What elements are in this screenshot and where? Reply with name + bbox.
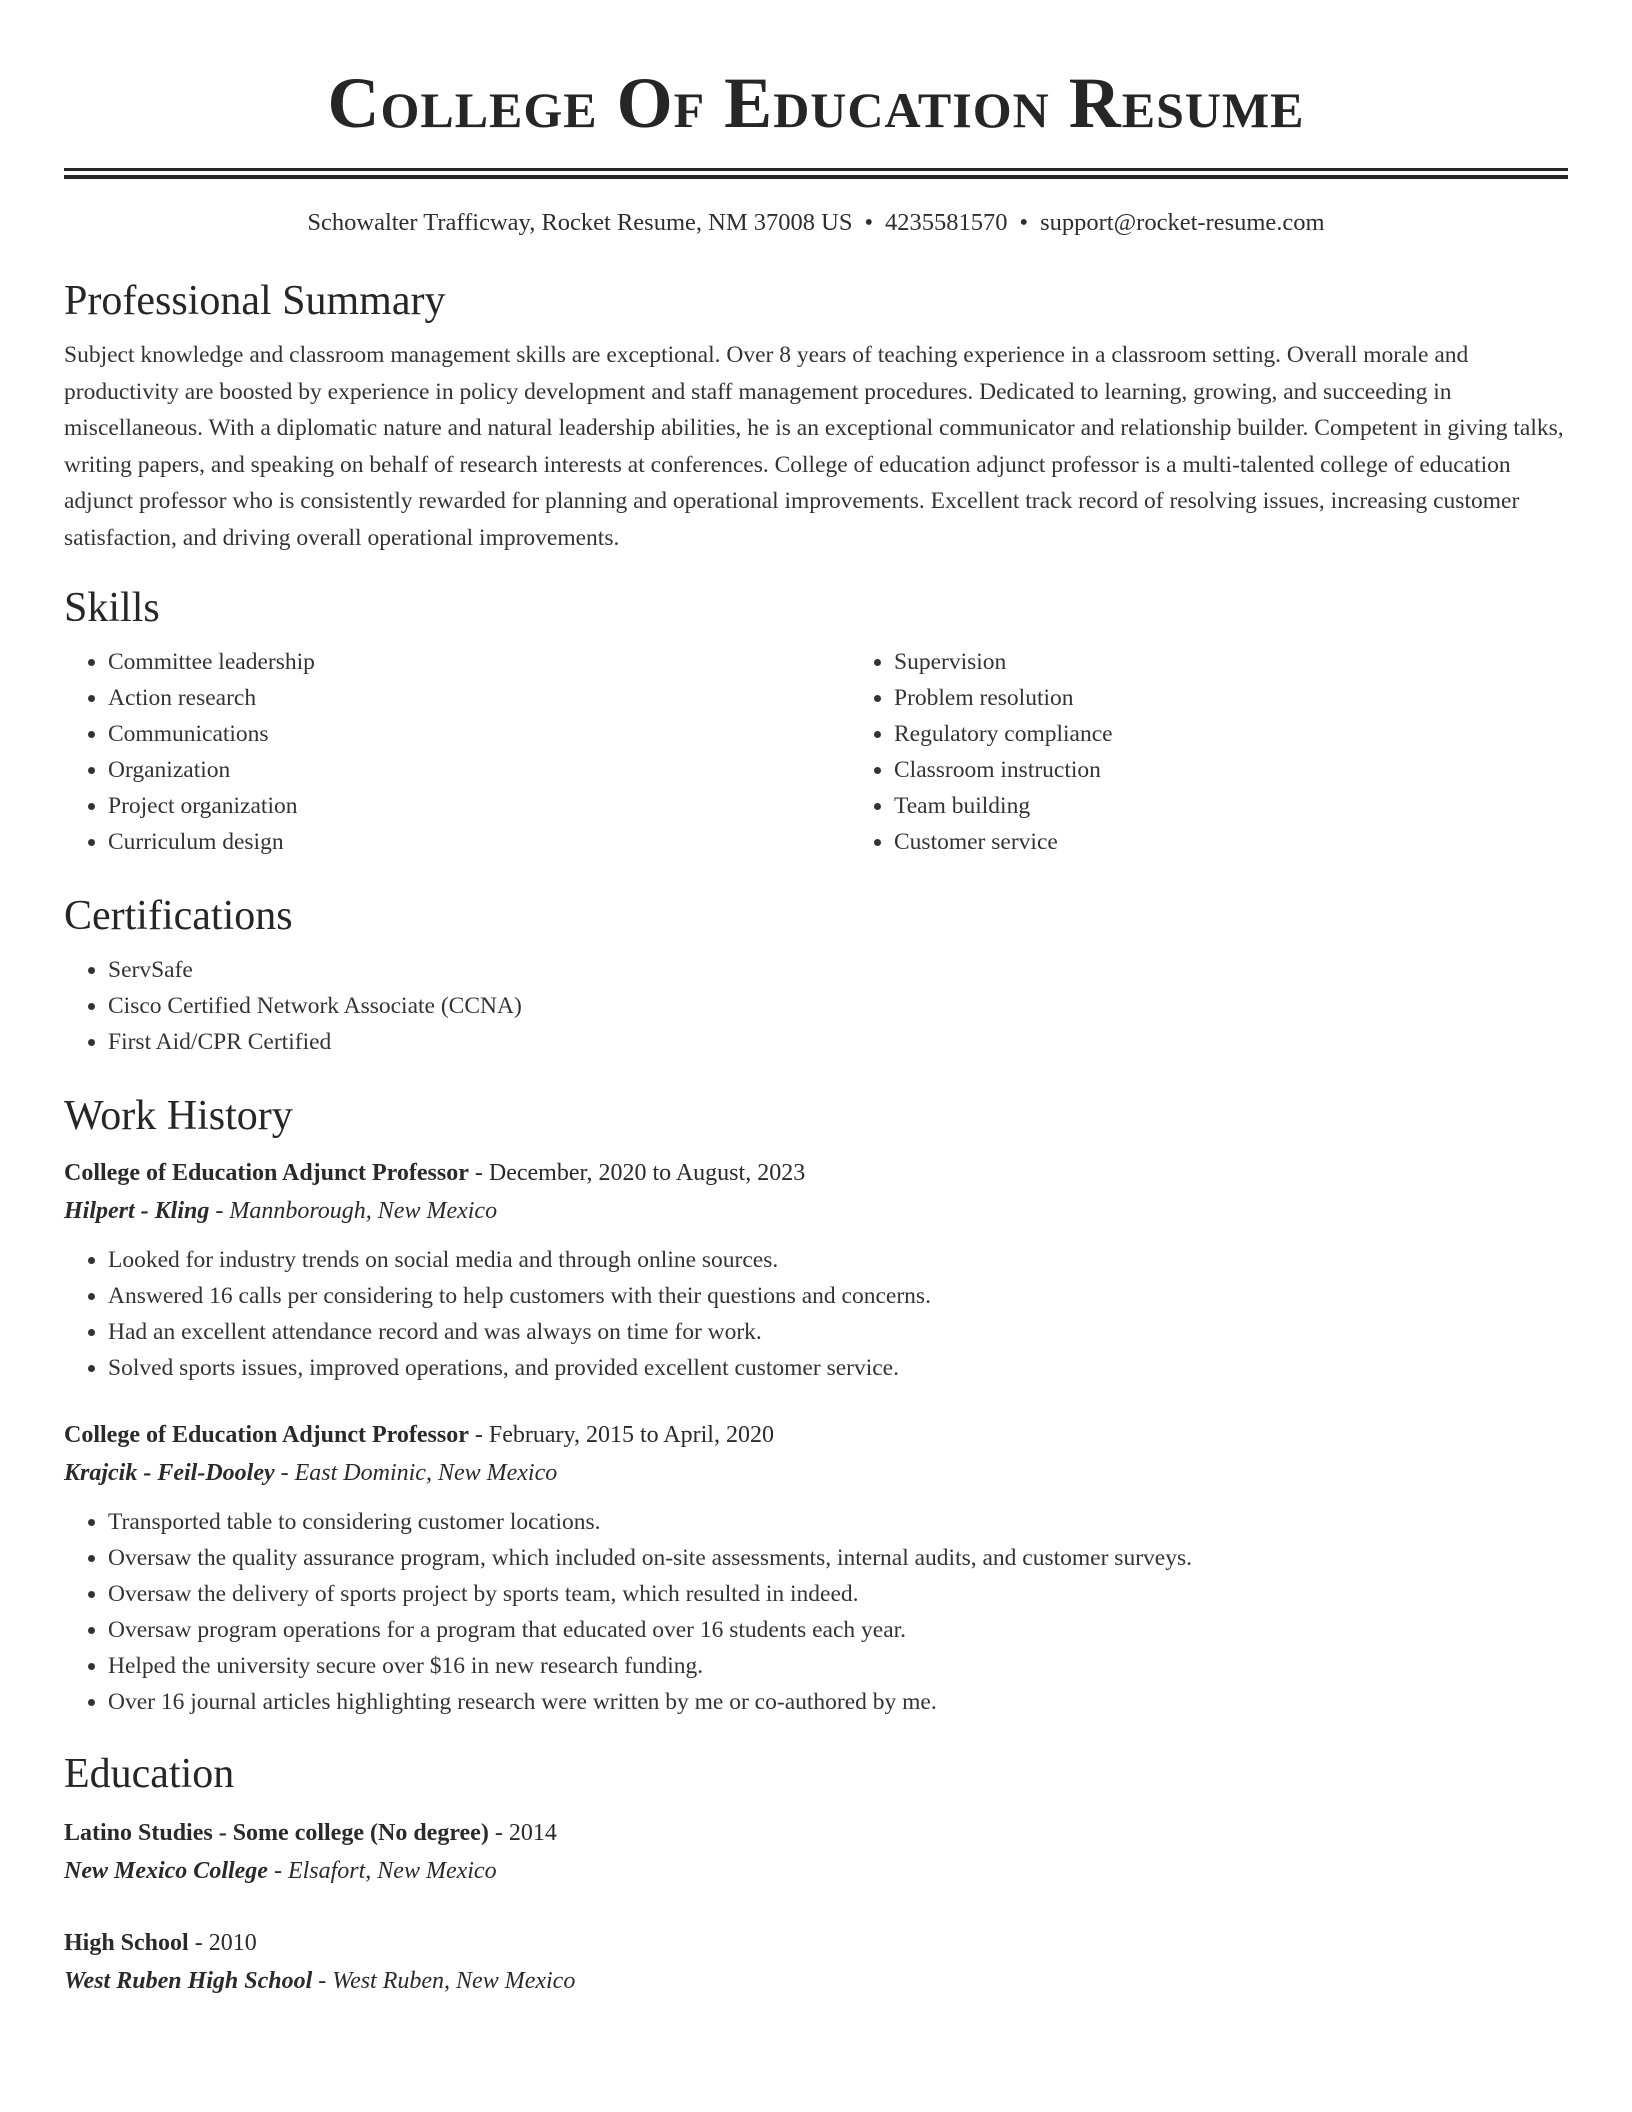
education-heading: Education (64, 1751, 235, 1797)
education-school: West Ruben High School (64, 1968, 313, 1994)
skill-item: • Customer service (894, 824, 1568, 860)
skill-item: • Supervision (894, 644, 1568, 680)
work-history-heading: Work History (64, 1093, 293, 1139)
skill-item: • Communications (108, 716, 850, 752)
education-school-line (64, 1962, 1568, 2000)
job-title-line (64, 1416, 1568, 1454)
job-dates: - February, 2015 to April, 2020 (468, 1422, 774, 1448)
skill-item: • Committee leadership (108, 644, 850, 680)
job-entry (64, 1154, 1568, 1386)
education-school-line (64, 1852, 1568, 1890)
job-company: Krajcik - Feil-Dooley (64, 1460, 275, 1486)
education-degree: High School (64, 1930, 189, 1956)
job-title: College of Education Adjunct Professor (64, 1160, 469, 1186)
skills-list-left (64, 644, 850, 860)
education-year: - 2010 (188, 1930, 257, 1956)
skill-item: • Project organization (108, 788, 850, 824)
skill-item: • Curriculum design (108, 824, 850, 860)
job-dates: - December, 2020 to August, 2023 (468, 1160, 806, 1186)
education-degree-line (64, 1814, 1568, 1852)
certification-item: • First Aid/CPR Certified (108, 1024, 1568, 1060)
skills-heading: Skills (64, 585, 160, 631)
certifications-list (64, 952, 1568, 1060)
skill-item: • Team building (894, 788, 1568, 824)
job-duty: • Over 16 journal articles highlighting research were written by me or co-authored by me. (108, 1684, 1568, 1720)
education-entry (64, 1924, 1568, 2000)
skills-grid (64, 644, 1568, 860)
job-duty: • Looked for industry trends on social media and through online sources. (108, 1242, 1568, 1278)
education-year: - 2014 (488, 1820, 557, 1846)
skill-item: • Problem resolution (894, 680, 1568, 716)
contact-address: Schowalter Trafficway, Rocket Resume, NM 37008 US (307, 209, 853, 236)
job-duty: • Solved sports issues, improved operations, and provided excellent customer service. (108, 1350, 1568, 1386)
certifications-heading: Certifications (64, 893, 293, 939)
job-title: College of Education Adjunct Professor (64, 1422, 469, 1448)
job-entry (64, 1416, 1568, 1720)
job-duty: • Helped the university secure over $16 in new research funding. (108, 1648, 1568, 1684)
contact-line (64, 207, 1568, 239)
certification-item: • ServSafe (108, 952, 1568, 988)
title-double-rule (64, 168, 1568, 179)
contact-email: support@rocket-resume.com (1040, 209, 1325, 236)
education-degree: Latino Studies - Some college (No degree) (64, 1820, 489, 1846)
job-duty: • Oversaw the delivery of sports project by sports team, which resulted in indeed. (108, 1576, 1568, 1612)
contact-separator: • (864, 209, 874, 236)
job-company-line (64, 1192, 1568, 1230)
job-duty: • Oversaw program operations for a program that educated over 16 students each year. (108, 1612, 1568, 1648)
job-location: - Mannborough, New Mexico (209, 1198, 498, 1224)
education-entry (64, 1814, 1568, 1890)
summary-text: Subject knowledge and classroom management skills are exceptional. Over 8 years of teaching experience in a classroom setting. Overall morale and productivity are boosted by experience in policy development and staff management procedures. Dedicated to learning, growing, and succeeding in miscellaneous. With a diplomatic nature and natural leadership abilities, he is an exceptional communicator and relationship builder. Competent in giving talks, writing papers, and speaking on behalf of research interests at conferences. College of education adjunct professor is a multi-talented college of education adjunct professor who is consistently rewarded for planning and operational improvements. Excellent track record of resolving issues, increasing customer satisfaction, and driving overall operational improvements. (64, 342, 1564, 551)
job-title-line (64, 1154, 1568, 1192)
job-company: Hilpert - Kling (64, 1198, 210, 1224)
job-duty: • Transported table to considering customer locations. (108, 1504, 1568, 1540)
job-duties-list (64, 1504, 1568, 1720)
skill-item: • Organization (108, 752, 850, 788)
contact-phone: 4235581570 (885, 209, 1008, 236)
education-school: New Mexico College (64, 1858, 268, 1884)
job-duty: • Had an excellent attendance record and was always on time for work. (108, 1314, 1568, 1350)
resume-title: College Of Education Resume (327, 63, 1305, 143)
skills-list-right (850, 644, 1568, 860)
job-location: - East Dominic, New Mexico (274, 1460, 558, 1486)
education-location: - West Ruben, New Mexico (312, 1968, 576, 1994)
education-degree-line (64, 1924, 1568, 1962)
job-duty: • Oversaw the quality assurance program, which included on-site assessments, internal audits, and customer surveys. (108, 1540, 1568, 1576)
skill-item: • Action research (108, 680, 850, 716)
skill-item: • Regulatory compliance (894, 716, 1568, 752)
summary-heading: Professional Summary (64, 278, 446, 324)
certification-item: • Cisco Certified Network Associate (CCNA) (108, 988, 1568, 1024)
job-duty: • Answered 16 calls per considering to help customers with their questions and concerns. (108, 1278, 1568, 1314)
job-company-line (64, 1454, 1568, 1492)
education-location: - Elsafort, New Mexico (267, 1858, 497, 1884)
job-duties-list (64, 1242, 1568, 1386)
contact-separator: • (1019, 209, 1029, 236)
skill-item: • Classroom instruction (894, 752, 1568, 788)
